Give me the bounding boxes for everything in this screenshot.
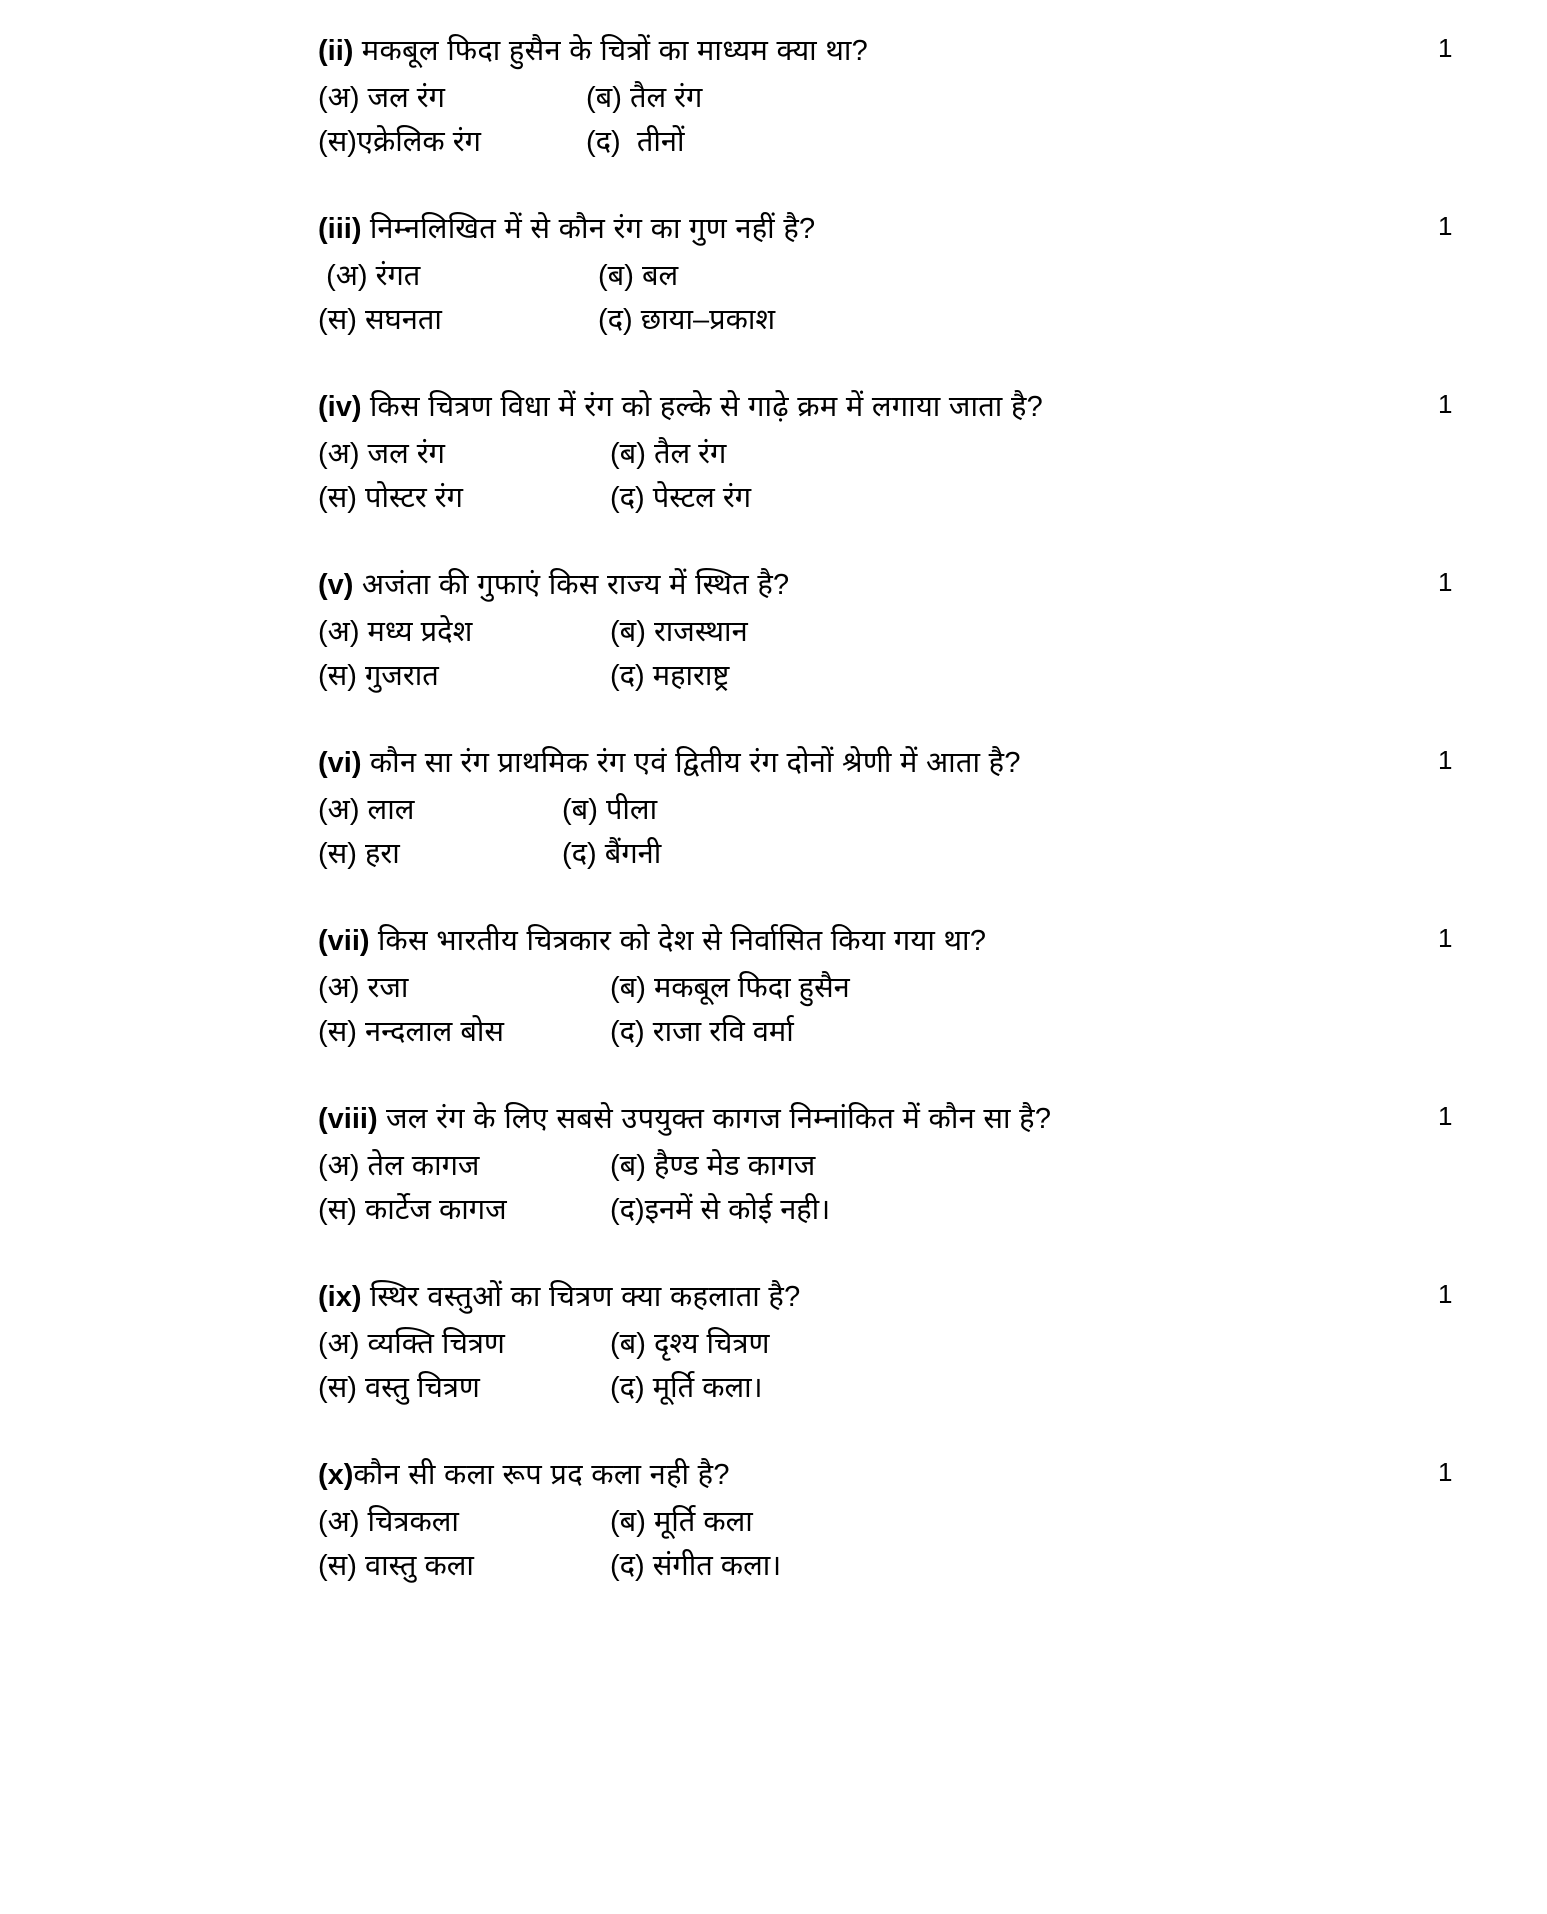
question-text: कौन सी कला रूप प्रद कला नही है? [353, 1459, 730, 1492]
option-label: (ब) [610, 616, 646, 649]
option-row [318, 655, 1547, 699]
option-text: बल [641, 260, 679, 293]
option-label: (ब) [562, 794, 598, 827]
question-line [318, 1098, 1547, 1140]
option-item[interactable] [318, 477, 610, 521]
option-item[interactable] [610, 1367, 763, 1411]
question-number: (vi) [318, 747, 362, 780]
option-text: वस्तु चित्रण [364, 1371, 480, 1404]
option-text: इनमें से कोई नही। [644, 1193, 831, 1226]
option-label: (अ) [318, 794, 360, 827]
question-line [318, 386, 1547, 428]
option-item[interactable] [318, 789, 562, 833]
option-list [318, 1501, 1547, 1588]
option-item[interactable] [610, 1189, 830, 1233]
option-item[interactable] [610, 1545, 781, 1589]
option-item[interactable] [318, 1145, 610, 1189]
option-label: (अ) [318, 972, 360, 1005]
question-text: मकबूल फिदा हुसैन के चित्रों का माध्यम क्या था? [361, 35, 869, 67]
option-text: मूर्ति कला। [652, 1371, 763, 1404]
question-block [0, 1454, 1547, 1588]
option-text: जल रंग [367, 438, 445, 471]
question-number: (iv) [318, 391, 362, 424]
option-text: तैल रंग [653, 438, 727, 471]
option-list [318, 967, 1547, 1054]
option-item[interactable] [318, 1367, 610, 1411]
option-row [318, 611, 1547, 655]
option-text: तेल कागज [367, 1150, 480, 1183]
option-item[interactable] [610, 433, 726, 477]
question-block [0, 564, 1547, 698]
option-label: (स) [318, 303, 357, 336]
option-label: (द) [610, 1015, 645, 1048]
option-label: (द) [562, 837, 597, 870]
option-row [318, 299, 1547, 343]
option-list [318, 77, 1547, 164]
question-text: किस चित्रण विधा में रंग को हल्के से गाढ़े क्रम में लगाया जाता है? [369, 391, 1044, 424]
option-item[interactable] [318, 433, 610, 477]
option-text: हैण्ड मेड कागज [653, 1150, 816, 1183]
option-text: रंगत [375, 260, 421, 293]
option-label: (द) [610, 1193, 645, 1226]
question-block [0, 742, 1547, 876]
option-label: (ब) [610, 438, 646, 471]
question-marks: 1 [1438, 1279, 1453, 1310]
option-item[interactable] [586, 121, 685, 165]
option-item[interactable] [318, 255, 598, 299]
option-label: (ब) [586, 82, 622, 115]
option-label: (ब) [610, 972, 646, 1005]
option-item[interactable] [610, 611, 748, 655]
option-label: (ब) [598, 260, 634, 293]
option-text: हरा [364, 837, 400, 870]
question-text: अजंता की गुफाएं किस राज्य में स्थित है? [361, 569, 790, 602]
option-label: (अ) [318, 1150, 360, 1183]
option-item[interactable] [318, 1323, 610, 1367]
option-item[interactable] [562, 789, 657, 833]
option-text: कार्टेज कागज [364, 1193, 507, 1226]
option-row [318, 1323, 1547, 1367]
question-line [318, 30, 1547, 72]
option-row [318, 1501, 1547, 1545]
option-item[interactable] [318, 1189, 610, 1233]
option-text: तैल रंग [629, 82, 703, 115]
option-item[interactable] [318, 1545, 610, 1589]
option-row [318, 789, 1547, 833]
option-text: वास्तु कला [364, 1549, 474, 1582]
option-text: पोस्टर रंग [364, 481, 463, 514]
question-text: कौन सा रंग प्राथमिक रंग एवं द्वितीय रंग दोनों श्रेणी में आता है? [369, 747, 1021, 780]
question-block [0, 1276, 1547, 1410]
option-label: (ब) [610, 1150, 646, 1183]
option-label: (द) [610, 1371, 645, 1404]
option-list [318, 611, 1547, 698]
option-item[interactable] [610, 1323, 769, 1367]
option-label: (स) [318, 1015, 357, 1048]
question-marks: 1 [1438, 211, 1453, 242]
option-text: मध्य प्रदेश [367, 616, 473, 649]
option-label: (अ) [318, 82, 360, 115]
option-row [318, 477, 1547, 521]
question-number: (x) [318, 1459, 354, 1492]
question-number: (vii) [318, 925, 370, 958]
option-text: राजस्थान [653, 616, 748, 649]
option-text: पेस्टल रंग [652, 481, 752, 514]
option-text: रजा [367, 972, 409, 1005]
option-row [318, 1545, 1547, 1589]
option-row [318, 833, 1547, 877]
option-label: (द) [610, 481, 645, 514]
option-item[interactable] [598, 299, 775, 343]
question-marks: 1 [1438, 923, 1453, 954]
option-row [318, 255, 1547, 299]
option-text: बैंगनी [604, 837, 662, 870]
question-marks: 1 [1438, 389, 1453, 420]
question-number: (iii) [318, 213, 362, 246]
question-block [0, 30, 1547, 164]
option-label: (स) [318, 1193, 357, 1226]
option-list [318, 1323, 1547, 1410]
option-row [318, 967, 1547, 1011]
option-text: जल रंग [367, 82, 445, 115]
question-number: (ii) [318, 35, 354, 67]
option-label: (स) [318, 481, 357, 514]
option-text: चित्रकला [367, 1506, 459, 1539]
option-text: व्यक्ति चित्रण [367, 1328, 505, 1361]
question-block [0, 386, 1547, 520]
option-text: दृश्य चित्रण [653, 1328, 770, 1361]
option-text: मकबूल फिदा हुसैन [653, 972, 850, 1005]
question-marks: 1 [1438, 1457, 1453, 1488]
option-row [318, 77, 1547, 121]
option-label: (अ) [318, 616, 360, 649]
question-text: जल रंग के लिए सबसे उपयुक्त कागज निम्नांकित में कौन सा है? [385, 1103, 1052, 1136]
option-label: (अ) [318, 1328, 360, 1361]
question-marks: 1 [1438, 33, 1453, 63]
question-block [0, 1098, 1547, 1232]
option-item[interactable] [610, 967, 850, 1011]
question-marks: 1 [1438, 567, 1453, 598]
option-item[interactable] [318, 833, 562, 877]
question-marks: 1 [1438, 745, 1453, 776]
question-line [318, 1454, 1547, 1496]
option-label: (स) [318, 837, 357, 870]
option-item[interactable] [586, 77, 702, 121]
option-label: (अ) [318, 438, 360, 471]
question-line [318, 920, 1547, 962]
option-row [318, 1189, 1547, 1233]
option-label: (स) [318, 659, 357, 692]
question-block [0, 208, 1547, 342]
option-item[interactable] [318, 1011, 610, 1055]
question-number: (viii) [318, 1103, 378, 1136]
question-number: (ix) [318, 1281, 362, 1314]
option-row [318, 433, 1547, 477]
option-item[interactable] [318, 655, 610, 699]
option-label: (अ) [326, 260, 368, 293]
option-text: लाल [367, 794, 415, 827]
option-text: छाया–प्रकाश [640, 303, 776, 336]
option-label: (ब) [610, 1506, 646, 1539]
option-item[interactable] [318, 611, 610, 655]
option-list [318, 1145, 1547, 1232]
question-line [318, 1276, 1547, 1318]
question-block [0, 920, 1547, 1054]
option-item[interactable] [318, 299, 598, 343]
question-text: स्थिर वस्तुओं का चित्रण क्या कहलाता है? [369, 1281, 801, 1314]
option-list [318, 255, 1547, 342]
option-item[interactable] [610, 1501, 753, 1545]
question-number: (v) [318, 569, 354, 602]
option-row [318, 1011, 1547, 1055]
question-line [318, 742, 1547, 784]
option-list [318, 789, 1547, 876]
option-text: नन्दलाल बोस [364, 1015, 505, 1048]
option-item[interactable] [318, 967, 610, 1011]
option-label: (द) [598, 303, 633, 336]
option-label: (स) [318, 1549, 357, 1582]
option-text: तीनों [636, 125, 685, 158]
option-label: (स) [318, 1371, 357, 1404]
option-text: मूर्ति कला [653, 1506, 753, 1539]
option-item[interactable] [318, 1501, 610, 1545]
option-item[interactable] [318, 121, 586, 165]
option-text: एक्रेलिक रंग [356, 125, 481, 158]
option-text: सघनता [364, 303, 442, 336]
option-item[interactable] [598, 255, 678, 299]
option-label: (द) [610, 659, 645, 692]
option-item[interactable] [610, 655, 729, 699]
option-list [318, 433, 1547, 520]
question-text: निम्नलिखित में से कौन रंग का गुण नहीं है? [369, 213, 816, 246]
question-marks: 1 [1438, 1101, 1453, 1132]
option-item[interactable] [610, 477, 751, 521]
option-label: (द) [610, 1549, 645, 1582]
option-item[interactable] [562, 833, 661, 877]
option-text: संगीत कला। [652, 1549, 782, 1582]
question-text: किस भारतीय चित्रकार को देश से निर्वासित किया गया था? [377, 925, 987, 958]
question-line [318, 208, 1547, 250]
option-text: गुजरात [364, 659, 439, 692]
option-text: महाराष्ट्र [652, 659, 730, 692]
option-label: (द) [586, 125, 621, 158]
option-text: पीला [605, 794, 658, 827]
option-row [318, 1145, 1547, 1189]
question-line [318, 564, 1547, 606]
option-item[interactable] [610, 1145, 815, 1189]
option-text: राजा रवि वर्मा [652, 1015, 794, 1048]
option-row [318, 1367, 1547, 1411]
option-label: (अ) [318, 1506, 360, 1539]
option-label: (स) [318, 125, 357, 158]
option-row [318, 121, 1547, 165]
option-item[interactable] [318, 77, 586, 121]
option-item[interactable] [610, 1011, 794, 1055]
option-label: (ब) [610, 1328, 646, 1361]
